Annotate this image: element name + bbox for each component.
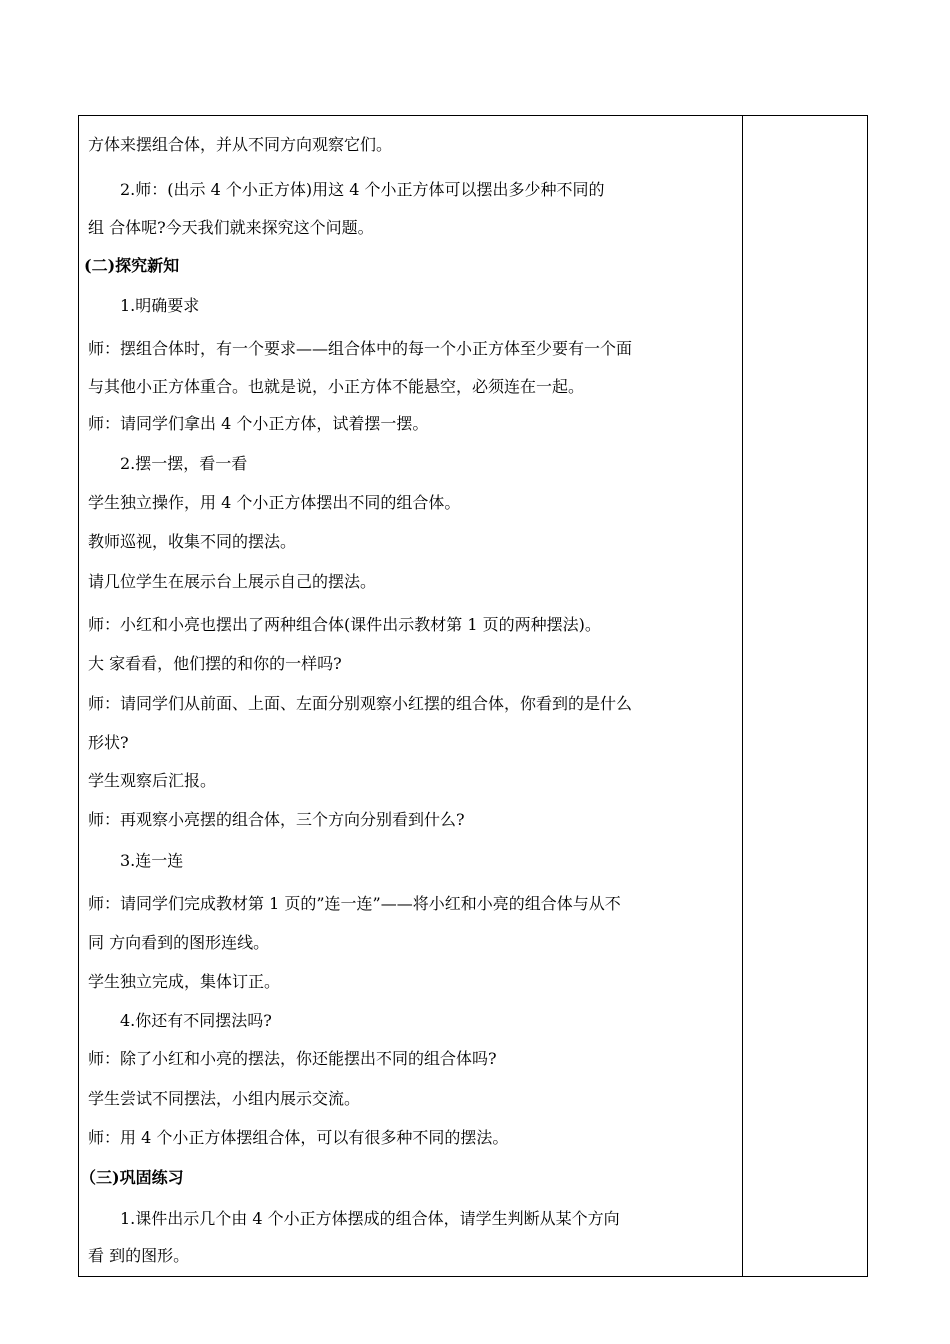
text-line: 与其他小正方体重合。也就是说，小正方体不能悬空，必须连在一起。 [88, 377, 585, 396]
section-heading: (二)探究新知 [84, 256, 180, 275]
text-line: 形状? [88, 733, 129, 752]
subsection-heading: 1.明确要求 [120, 296, 200, 315]
text-line: 同 方向看到的图形连线。 [88, 933, 270, 952]
text-line: 师：请同学们完成教材第 1 页的”连一连”——将小红和小亮的组合体与从不 [88, 894, 621, 913]
text-line: 学生观察后汇报。 [88, 771, 217, 790]
text-line: 方体来摆组合体，并从不同方向观察它们。 [88, 135, 393, 154]
text-line: 大 家看看，他们摆的和你的一样吗? [88, 654, 342, 673]
text-line: 师：请同学们拿出 4 个小正方体，试着摆一摆。 [88, 414, 429, 433]
text-line: 师：小红和小亮也摆出了两种组合体(课件出示教材第 1 页的两种摆法)。 [88, 615, 601, 634]
text-line: 教师巡视，收集不同的摆法。 [88, 532, 297, 551]
text-line: 学生独立操作，用 4 个小正方体摆出不同的组合体。 [88, 493, 461, 512]
text-line: 师：摆组合体时，有一个要求——组合体中的每一个小正方体至少要有一个面 [88, 339, 633, 358]
text-line: 学生尝试不同摆法，小组内展示交流。 [88, 1089, 361, 1108]
text-line: 看 到的图形。 [88, 1246, 190, 1265]
text-line: 学生独立完成，集体订正。 [88, 972, 281, 991]
subsection-heading: 2.摆一摆，看一看 [120, 454, 248, 473]
text-line: 组 合体呢?今天我们就来探究这个问题。 [88, 218, 374, 237]
text-line: 师：再观察小亮摆的组合体，三个方向分别看到什么? [88, 810, 465, 829]
text-line: 师：除了小红和小亮的摆法，你还能摆出不同的组合体吗? [88, 1049, 497, 1068]
subsection-heading: 3.连一连 [120, 851, 184, 870]
subsection-heading: 4.你还有不同摆法吗? [120, 1011, 272, 1030]
text-line: 师：请同学们从前面、上面、左面分别观察小红摆的组合体，你看到的是什么 [88, 694, 633, 713]
text-line: 请几位学生在展示台上展示自己的摆法。 [88, 572, 377, 591]
text-line: 师：用 4 个小正方体摆组合体，可以有很多种不同的摆法。 [88, 1128, 509, 1147]
section-heading: （三)巩固练习 [80, 1168, 184, 1187]
text-line: 1.课件出示几个由 4 个小正方体摆成的组合体，请学生判断从某个方向 [120, 1209, 620, 1228]
text-line: 2.师：(出示 4 个小正方体)用这 4 个小正方体可以摆出多少种不同的 [120, 180, 605, 199]
table-column-divider [742, 115, 743, 1277]
